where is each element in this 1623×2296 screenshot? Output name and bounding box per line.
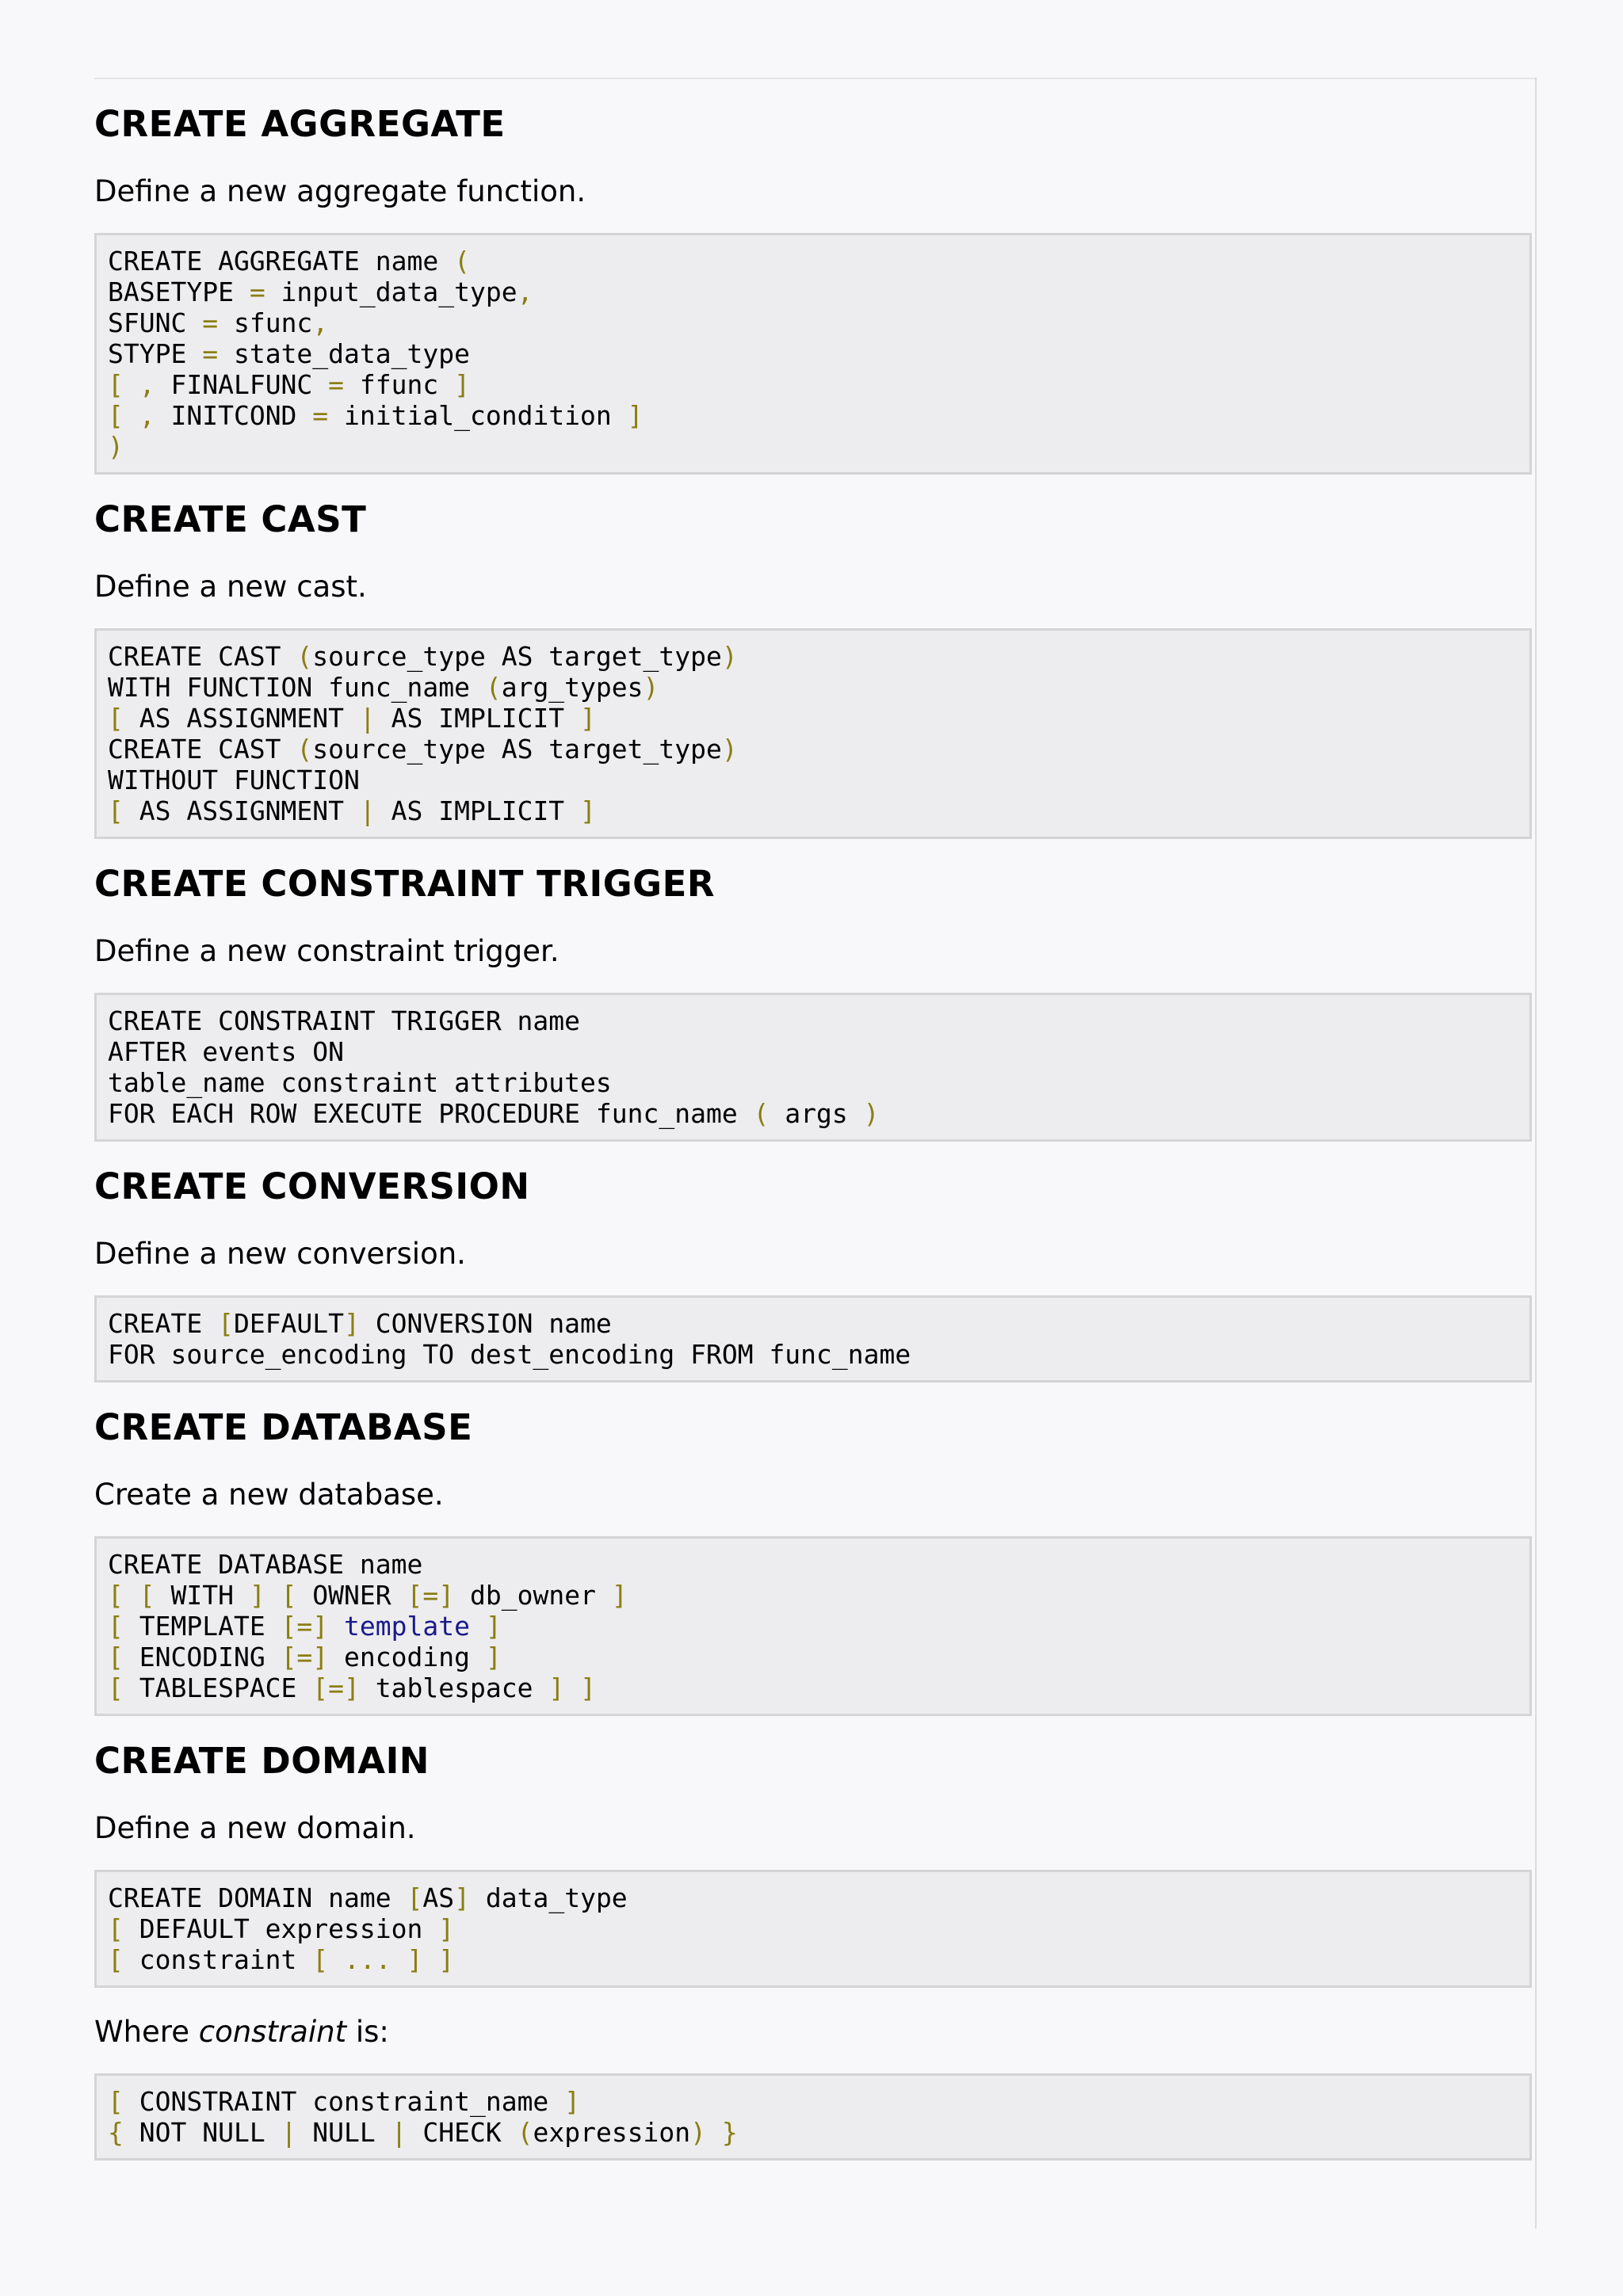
syntax-text: input_data_type xyxy=(265,277,517,307)
syntax-punct: ) xyxy=(108,431,124,462)
syntax-punct: | xyxy=(391,2117,407,2148)
syntax-text: ffunc xyxy=(344,369,455,400)
syntax-punct: ] xyxy=(454,1882,470,1913)
code-line xyxy=(108,1308,1518,1339)
syntax-text: data_type xyxy=(470,1882,628,1913)
syntax-punct: ] xyxy=(564,2086,581,2117)
code-line xyxy=(108,1611,1518,1642)
syntax-punct: [=] xyxy=(312,1672,360,1703)
syntax-punct: = xyxy=(202,338,219,369)
code-line xyxy=(108,1339,1518,1370)
section-title: CREATE CAST xyxy=(94,498,367,540)
syntax-text: WITH FUNCTION func_name xyxy=(108,672,486,703)
syntax-punct: [=] xyxy=(407,1580,455,1611)
syntax-code-block xyxy=(94,1295,1532,1383)
section-title: CREATE AGGREGATE xyxy=(94,103,506,145)
syntax-text: FINALFUNC xyxy=(170,369,329,400)
constraint-code-block xyxy=(94,2073,1532,2161)
syntax-text: CREATE DATABASE name xyxy=(108,1549,423,1580)
where-term: constraint xyxy=(198,2015,347,2049)
syntax-text: CREATE xyxy=(108,1308,219,1339)
code-line xyxy=(108,795,1518,826)
syntax-text: OWNER xyxy=(296,1580,407,1611)
syntax-punct: ] xyxy=(611,1580,628,1611)
syntax-punct: [ xyxy=(108,703,124,734)
syntax-punct: ) xyxy=(721,734,738,765)
syntax-text: BASETYPE xyxy=(108,277,250,307)
syntax-punct: ] [ xyxy=(249,1580,297,1611)
syntax-text xyxy=(706,2117,722,2148)
syntax-punct: ) xyxy=(721,641,738,672)
syntax-text: constraint xyxy=(123,1944,313,1975)
syntax-punct: ] xyxy=(627,400,643,431)
section-description: Define a new domain. xyxy=(94,1811,416,1845)
syntax-text: arg_types xyxy=(501,672,643,703)
section-description: Create a new database. xyxy=(94,1478,444,1512)
syntax-text: table_name constraint attributes xyxy=(108,1067,612,1098)
syntax-punct: [ , xyxy=(108,369,171,400)
code-line xyxy=(108,338,1518,369)
syntax-punct: ] xyxy=(580,703,596,734)
syntax-text: FOR EACH ROW EXECUTE PROCEDURE func_name xyxy=(108,1098,754,1129)
syntax-punct: = xyxy=(202,307,219,338)
code-line xyxy=(108,672,1518,703)
where-constraint-note xyxy=(94,2013,1532,2051)
syntax-punct: = xyxy=(249,277,265,307)
where-prefix: Where xyxy=(94,2015,199,2049)
syntax-text: AS ASSIGNMENT xyxy=(123,703,360,734)
syntax-text: args xyxy=(769,1098,864,1129)
syntax-punct: | xyxy=(281,2117,297,2148)
syntax-text xyxy=(328,1611,344,1642)
code-line xyxy=(108,641,1518,672)
syntax-text: CREATE CONSTRAINT TRIGGER name xyxy=(108,1005,581,1036)
syntax-text: AS IMPLICIT xyxy=(375,795,581,826)
section-create-constraint-trigger xyxy=(94,861,1532,1142)
syntax-punct: ) xyxy=(643,672,659,703)
syntax-text: AS IMPLICIT xyxy=(375,703,581,734)
section-title: CREATE DOMAIN xyxy=(94,1740,430,1782)
syntax-text xyxy=(470,1611,486,1642)
syntax-punct: [ xyxy=(108,1913,124,1944)
syntax-text: encoding xyxy=(328,1642,486,1672)
syntax-text: WITH xyxy=(155,1580,250,1611)
code-line xyxy=(108,1913,1518,1944)
code-line xyxy=(108,1549,1518,1580)
syntax-text: CONSTRAINT constraint_name xyxy=(123,2086,565,2117)
section-create-domain xyxy=(94,1738,1532,2161)
syntax-text: CREATE DOMAIN name xyxy=(108,1882,407,1913)
code-line xyxy=(108,1067,1518,1098)
section-description: Define a new cast. xyxy=(94,570,367,604)
syntax-text: sfunc xyxy=(218,307,313,338)
where-suffix: is: xyxy=(346,2015,389,2049)
syntax-text: CHECK xyxy=(407,2117,517,2148)
syntax-code-block xyxy=(94,628,1532,839)
syntax-punct: [=] xyxy=(281,1642,329,1672)
syntax-text: DEFAULT xyxy=(233,1308,345,1339)
syntax-punct: ( xyxy=(485,672,502,703)
syntax-text: CREATE AGGREGATE name xyxy=(108,246,455,277)
syntax-punct: = xyxy=(328,369,345,400)
syntax-text: CONVERSION name xyxy=(359,1308,612,1339)
syntax-punct: [ xyxy=(218,1308,234,1339)
page-bottom-margin xyxy=(0,2229,1623,2296)
syntax-punct: ) xyxy=(863,1098,880,1129)
syntax-punct: ) xyxy=(690,2117,707,2148)
code-line xyxy=(108,400,1518,431)
syntax-punct: ( xyxy=(753,1098,769,1129)
syntax-text: TABLESPACE xyxy=(123,1672,313,1703)
code-line xyxy=(108,765,1518,795)
code-line xyxy=(108,2117,1518,2148)
section-title: CREATE CONSTRAINT TRIGGER xyxy=(94,863,715,905)
syntax-text: tablespace xyxy=(359,1672,549,1703)
syntax-punct: , xyxy=(312,307,329,338)
syntax-text: AS xyxy=(422,1882,455,1913)
code-line xyxy=(108,277,1518,307)
syntax-punct: ] ] xyxy=(548,1672,596,1703)
syntax-text: initial_condition xyxy=(328,400,628,431)
syntax-punct: ] xyxy=(485,1611,502,1642)
syntax-text: expression xyxy=(533,2117,691,2148)
syntax-punct: ( xyxy=(296,641,313,672)
syntax-text: SFUNC xyxy=(108,307,203,338)
code-line xyxy=(108,1642,1518,1672)
code-line xyxy=(108,1944,1518,1975)
code-line xyxy=(108,1036,1518,1067)
syntax-code-block xyxy=(94,993,1532,1142)
section-description: Define a new constraint trigger. xyxy=(94,934,559,968)
section-create-cast xyxy=(94,497,1532,839)
syntax-punct: ] xyxy=(438,1913,455,1944)
syntax-code-block xyxy=(94,1536,1532,1716)
syntax-punct: ( xyxy=(517,2117,533,2148)
section-create-conversion xyxy=(94,1164,1532,1383)
syntax-punct: [ xyxy=(108,1672,124,1703)
syntax-text: WITHOUT FUNCTION xyxy=(108,765,360,795)
section-description: Define a new conversion. xyxy=(94,1237,466,1271)
syntax-text: DEFAULT expression xyxy=(123,1913,439,1944)
syntax-text: source_type AS target_type xyxy=(312,734,722,765)
syntax-punct: [=] xyxy=(281,1611,329,1642)
syntax-punct: [ xyxy=(108,1944,124,1975)
code-line xyxy=(108,734,1518,765)
syntax-text: db_owner xyxy=(454,1580,612,1611)
code-line xyxy=(108,2086,1518,2117)
code-line xyxy=(108,703,1518,734)
section-create-aggregate xyxy=(94,101,1532,475)
syntax-punct: [ [ xyxy=(108,1580,155,1611)
syntax-punct: , xyxy=(517,277,533,307)
code-line xyxy=(108,1098,1518,1129)
code-line xyxy=(108,1672,1518,1703)
syntax-text: INITCOND xyxy=(170,400,313,431)
syntax-text: state_data_type xyxy=(218,338,470,369)
page-right-rule xyxy=(1535,78,1537,2229)
code-line xyxy=(108,431,1518,462)
section-description: Define a new aggregate function. xyxy=(94,174,586,208)
code-line xyxy=(108,246,1518,277)
section-title: CREATE DATABASE xyxy=(94,1406,473,1448)
syntax-code-block xyxy=(94,1870,1532,1988)
syntax-text: NULL xyxy=(296,2117,391,2148)
syntax-text: AFTER events ON xyxy=(108,1036,345,1067)
syntax-punct: | xyxy=(359,795,376,826)
code-line xyxy=(108,1005,1518,1036)
section-create-database xyxy=(94,1405,1532,1716)
code-line xyxy=(108,1580,1518,1611)
syntax-text: FOR source_encoding TO dest_encoding FROM func_name xyxy=(108,1339,911,1370)
syntax-punct: [ xyxy=(407,1882,423,1913)
syntax-punct: [ xyxy=(108,1642,124,1672)
syntax-punct: = xyxy=(312,400,329,431)
syntax-punct: { xyxy=(108,2117,124,2148)
syntax-punct: [ xyxy=(108,2086,124,2117)
syntax-punct: [ xyxy=(108,1611,124,1642)
syntax-punct: } xyxy=(721,2117,738,2148)
syntax-punct: [ , xyxy=(108,400,171,431)
syntax-text: AS ASSIGNMENT xyxy=(123,795,360,826)
syntax-text: ENCODING xyxy=(123,1642,281,1672)
code-line xyxy=(108,1882,1518,1913)
syntax-code-block xyxy=(94,233,1532,475)
syntax-punct: ] xyxy=(454,369,470,400)
syntax-punct: ] xyxy=(344,1308,360,1339)
syntax-punct: [ xyxy=(108,795,124,826)
syntax-punct: | xyxy=(359,703,376,734)
syntax-punct: ( xyxy=(296,734,313,765)
syntax-punct: ] xyxy=(485,1642,502,1672)
syntax-text: CREATE CAST xyxy=(108,734,297,765)
syntax-punct: ( xyxy=(454,246,470,277)
syntax-text: TEMPLATE xyxy=(123,1611,281,1642)
code-line xyxy=(108,369,1518,400)
syntax-text: source_type AS target_type xyxy=(312,641,722,672)
section-title: CREATE CONVERSION xyxy=(94,1165,530,1207)
document-body xyxy=(94,78,1532,2161)
code-line xyxy=(108,307,1518,338)
syntax-text: NOT NULL xyxy=(123,2117,281,2148)
syntax-punct: [ ... ] ] xyxy=(312,1944,455,1975)
syntax-keyword: template xyxy=(344,1611,470,1642)
syntax-text: STYPE xyxy=(108,338,203,369)
syntax-punct: ] xyxy=(580,795,596,826)
syntax-text: CREATE CAST xyxy=(108,641,297,672)
